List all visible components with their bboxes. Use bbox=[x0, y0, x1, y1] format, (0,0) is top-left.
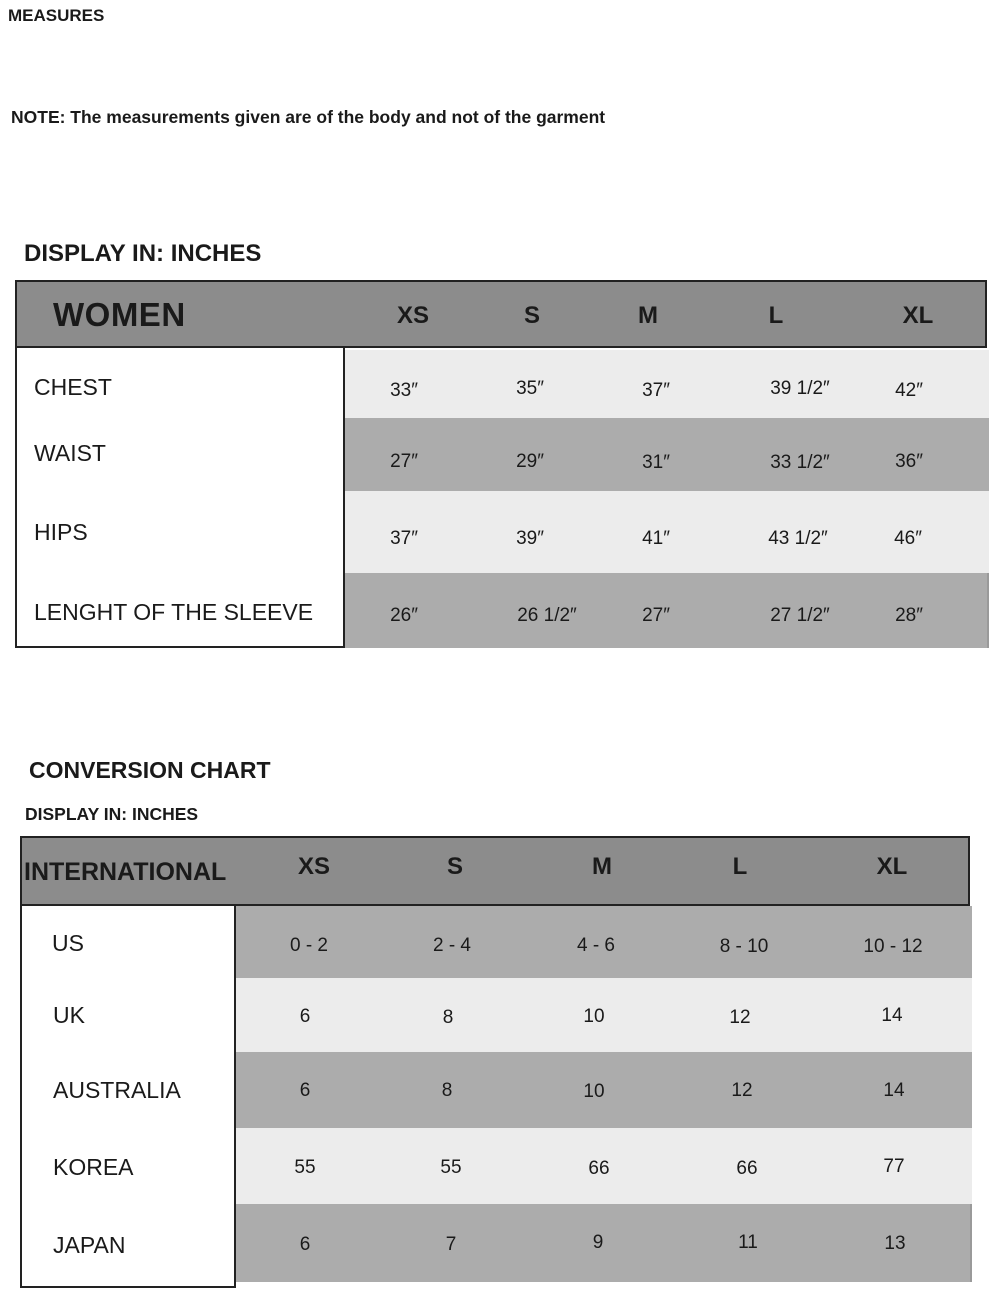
value-cell: 8 bbox=[441, 1080, 453, 1101]
table-row-sleeve bbox=[345, 573, 989, 648]
value-cell: 4 - 6 bbox=[576, 935, 616, 956]
value-cell: 2 - 4 bbox=[432, 935, 472, 956]
table-row-hips bbox=[345, 491, 989, 573]
value-cell: 14 bbox=[883, 1080, 905, 1101]
value-cell: 41″ bbox=[642, 528, 670, 549]
value-cell: 35″ bbox=[516, 378, 544, 399]
women-display-unit-label: DISPLAY IN: INCHES bbox=[24, 240, 262, 267]
value-cell: 31″ bbox=[642, 452, 670, 473]
row-label-sleeve: LENGHT OF THE SLEEVE bbox=[34, 599, 314, 625]
value-cell: 66 bbox=[588, 1158, 610, 1179]
size-header-s: S bbox=[446, 853, 464, 880]
value-cell: 77 bbox=[883, 1156, 905, 1177]
value-cell: 26 1/2″ bbox=[517, 605, 577, 626]
value-cell: 46″ bbox=[894, 528, 922, 549]
row-label-chest: CHEST bbox=[34, 374, 112, 400]
size-header-xs: XS bbox=[297, 853, 331, 880]
table-row-uk bbox=[236, 978, 972, 1052]
row-label-australia: AUSTRALIA bbox=[53, 1077, 181, 1103]
measurement-note: NOTE: The measurements given are of the body and not of the garment bbox=[11, 107, 606, 127]
table-row-chest bbox=[345, 350, 989, 418]
value-cell: 8 - 10 bbox=[719, 936, 769, 957]
value-cell: 12 bbox=[729, 1007, 751, 1028]
value-cell: 36″ bbox=[895, 451, 923, 472]
value-cell: 11 bbox=[738, 1232, 758, 1253]
value-cell: 27″ bbox=[390, 451, 418, 472]
size-header-m: M bbox=[638, 302, 658, 329]
size-header-m: M bbox=[592, 853, 612, 880]
value-cell: 37″ bbox=[390, 528, 418, 549]
value-cell: 39 1/2″ bbox=[770, 378, 830, 399]
value-cell: 29″ bbox=[516, 451, 544, 472]
value-cell: 37″ bbox=[642, 380, 670, 401]
size-header-xl: XL bbox=[876, 853, 908, 880]
value-cell: 28″ bbox=[895, 605, 923, 626]
table-row-japan bbox=[236, 1204, 972, 1282]
value-cell: 10 bbox=[583, 1081, 605, 1102]
value-cell: 10 bbox=[583, 1006, 605, 1027]
table-row-australia bbox=[236, 1052, 972, 1128]
conversion-row-labels bbox=[20, 906, 236, 1288]
value-cell: 7 bbox=[445, 1234, 457, 1255]
value-cell: 0 - 2 bbox=[289, 935, 329, 956]
size-header-s: S bbox=[523, 302, 541, 329]
value-cell: 14 bbox=[881, 1005, 903, 1026]
row-label-waist: WAIST bbox=[34, 440, 106, 466]
value-cell: 39″ bbox=[516, 528, 544, 549]
table-row-us bbox=[236, 906, 972, 978]
value-cell: 66 bbox=[736, 1158, 758, 1179]
value-cell: 6 bbox=[299, 1006, 311, 1027]
size-header-xl: XL bbox=[902, 302, 934, 329]
conversion-table-header bbox=[20, 836, 970, 906]
value-cell: 27 1/2″ bbox=[770, 605, 830, 626]
value-cell: 27″ bbox=[642, 605, 670, 626]
value-cell: 33″ bbox=[390, 380, 418, 401]
row-label-korea: KOREA bbox=[53, 1154, 134, 1180]
row-label-uk: UK bbox=[53, 1002, 85, 1028]
value-cell: 6 bbox=[299, 1080, 311, 1101]
value-cell: 13 bbox=[884, 1233, 906, 1254]
size-header-xs: XS bbox=[396, 302, 430, 329]
row-label-japan: JAPAN bbox=[53, 1232, 126, 1258]
row-label-hips: HIPS bbox=[34, 519, 88, 545]
women-row-labels bbox=[15, 348, 345, 648]
table-row-waist bbox=[345, 418, 989, 491]
value-cell: 10 - 12 bbox=[863, 936, 923, 957]
women-table-header bbox=[15, 280, 987, 348]
table-row-korea bbox=[236, 1128, 972, 1204]
conversion-table bbox=[20, 836, 972, 1288]
value-cell: 8 bbox=[442, 1007, 454, 1028]
page-title: MEASURES bbox=[8, 6, 105, 25]
conversion-chart-title: CONVERSION CHART bbox=[29, 757, 271, 783]
value-cell: 55 bbox=[294, 1157, 316, 1178]
conversion-display-unit-label: DISPLAY IN: INCHES bbox=[25, 804, 199, 824]
women-header-label: WOMEN bbox=[53, 296, 186, 333]
value-cell: 12 bbox=[731, 1080, 753, 1101]
size-header-l: L bbox=[768, 302, 784, 329]
international-header-label: INTERNATIONAL bbox=[24, 858, 227, 886]
value-cell: 42″ bbox=[895, 380, 923, 401]
size-header-l: L bbox=[732, 853, 748, 880]
value-cell: 33 1/2″ bbox=[770, 452, 830, 473]
row-label-us: US bbox=[52, 930, 84, 956]
value-cell: 26″ bbox=[390, 605, 418, 626]
value-cell: 43 1/2″ bbox=[768, 528, 828, 549]
women-size-table bbox=[15, 280, 989, 648]
value-cell: 55 bbox=[440, 1157, 462, 1178]
value-cell: 6 bbox=[299, 1234, 311, 1255]
value-cell: 9 bbox=[592, 1232, 604, 1253]
